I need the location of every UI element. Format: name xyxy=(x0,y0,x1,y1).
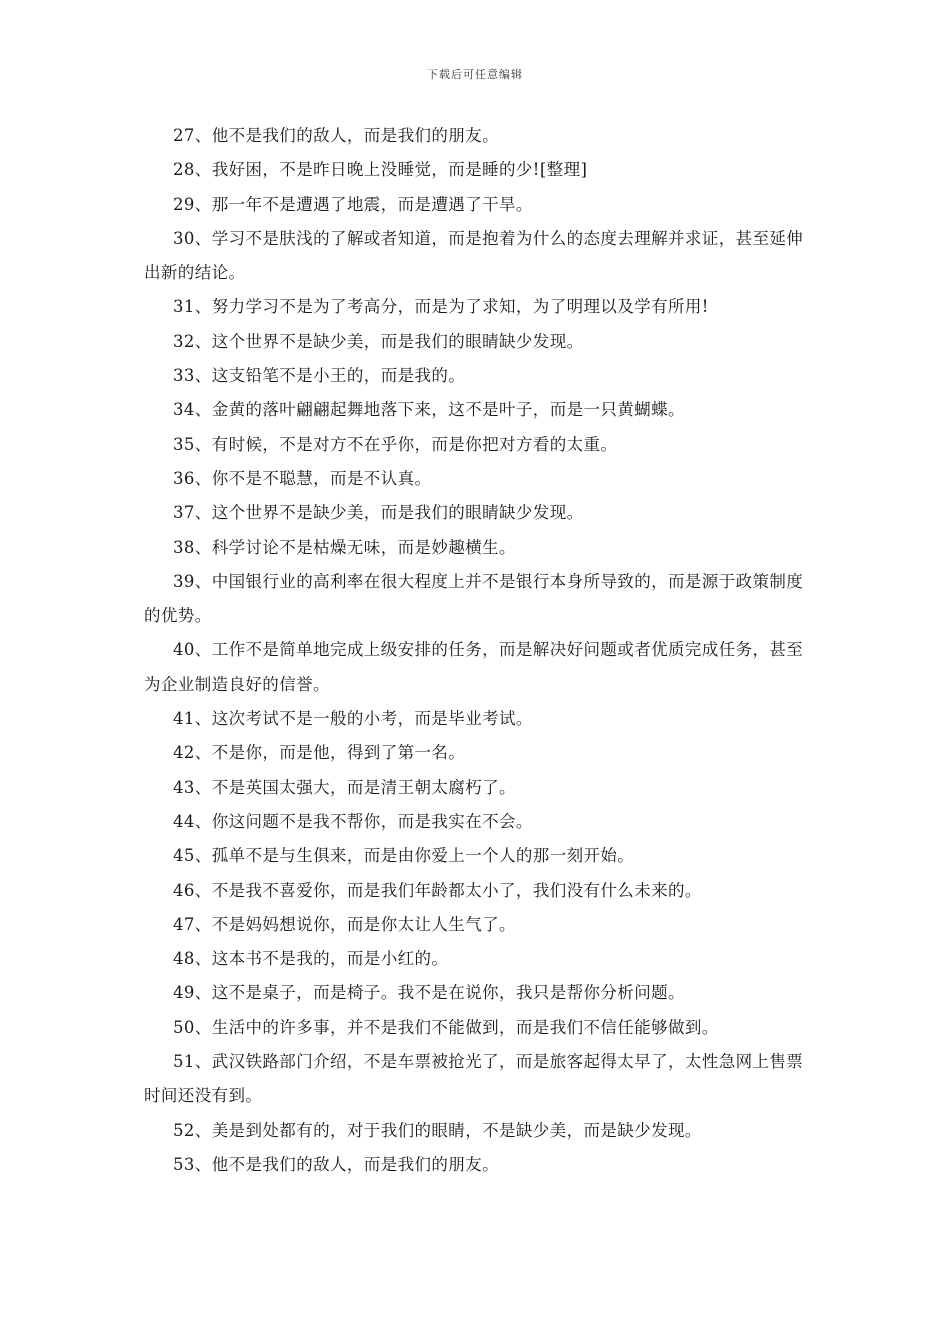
paragraph-51: 51、武汉铁路部门介绍，不是车票被抢光了，而是旅客起得太早了，太性急网上售票时间还没有到。 xyxy=(144,1052,804,1106)
page-header: 下载后可任意编辑 xyxy=(427,68,523,81)
paragraph-27: 27、他不是我们的敌人，而是我们的朋友。 xyxy=(173,126,499,145)
paragraph-28: 28、我好困，不是昨日晚上没睡觉，而是睡的少![整理] xyxy=(173,160,588,180)
paragraph-45: 45、孤单不是与生俱来，而是由你爱上一个人的那一刻开始。 xyxy=(173,846,635,866)
paragraph-37: 37、这个世界不是缺少美，而是我们的眼睛缺少发现。 xyxy=(173,503,584,523)
paragraph-30: 30、学习不是肤浅的了解或者知道，而是抱着为什么的态度去理解并求证，甚至延伸出新的结论。 xyxy=(144,228,804,283)
paragraph-36: 36、你不是不聪慧，而是不认真。 xyxy=(173,468,432,488)
paragraph-47: 47、不是妈妈想说你，而是你太让人生气了。 xyxy=(173,914,516,934)
paragraph-42: 42、不是你，而是他，得到了第一名。 xyxy=(173,743,466,763)
paragraph-41: 41、这次考试不是一般的小考，而是毕业考试。 xyxy=(173,709,533,729)
paragraph-35: 35、有时候，不是对方不在乎你，而是你把对方看的太重。 xyxy=(173,434,618,454)
document-body xyxy=(144,119,808,1182)
paragraph-43: 43、不是英国太强大，而是清王朝太腐朽了。 xyxy=(173,777,516,797)
paragraph-53: 53、他不是我们的敌人，而是我们的朋友。 xyxy=(173,1154,499,1174)
paragraph-29: 29、那一年不是遭遇了地震，而是遭遇了干旱。 xyxy=(173,194,533,214)
paragraph-38: 38、科学讨论不是枯燥无味，而是妙趣横生。 xyxy=(173,537,516,557)
paragraph-46: 46、不是我不喜爱你，而是我们年龄都太小了，我们没有什么未来的。 xyxy=(173,880,702,900)
paragraph-32: 32、这个世界不是缺少美，而是我们的眼睛缺少发现。 xyxy=(173,331,584,351)
paragraph-52: 52、美是到处都有的，对于我们的眼睛，不是缺少美，而是缺少发现。 xyxy=(173,1120,702,1140)
paragraph-40: 40、工作不是简单地完成上级安排的任务，而是解决好问题或者优质完成任务，甚至为企业制造良好的信誉。 xyxy=(144,640,804,694)
paragraph-44: 44、你这问题不是我不帮你，而是我实在不会。 xyxy=(173,811,533,831)
paragraph-48: 48、这本书不是我的，而是小红的。 xyxy=(173,949,449,969)
paragraph-31: 31、努力学习不是为了考高分，而是为了求知，为了明理以及学有所用! xyxy=(173,297,709,317)
paragraph-34: 34、金黄的落叶翩翩起舞地落下来，这不是叶子，而是一只黄蝴蝶。 xyxy=(173,400,685,420)
paragraph-49: 49、这不是桌子，而是椅子。我不是在说你，我只是帮你分析问题。 xyxy=(173,983,685,1003)
paragraph-50: 50、生活中的许多事，并不是我们不能做到，而是我们不信任能够做到。 xyxy=(173,1017,719,1037)
paragraph-39: 39、中国银行业的高利率在很大程度上并不是银行本身所导致的，而是源于政策制度的优势。 xyxy=(144,571,804,626)
paragraph-33: 33、这支铅笔不是小王的，而是我的。 xyxy=(173,366,466,386)
